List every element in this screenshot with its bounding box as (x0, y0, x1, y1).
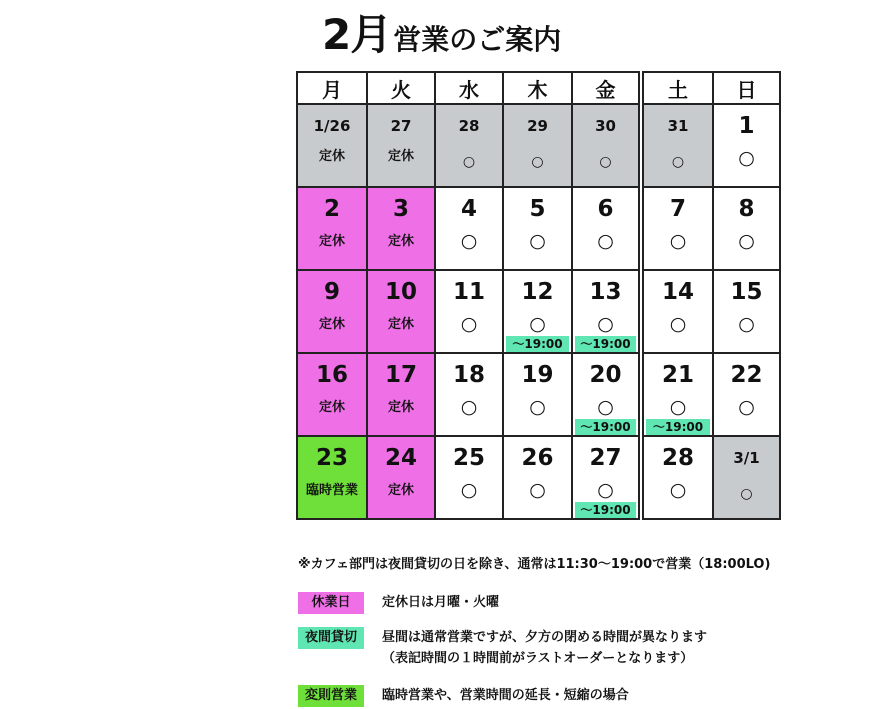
calendar-day-cell (503, 187, 572, 270)
weekday-header: 月 (297, 72, 367, 104)
calendar-day-cell (713, 270, 780, 353)
legend-desc: 臨時営業や、営業時間の延長・短縮の場合 (382, 688, 629, 703)
calendar-table (296, 71, 781, 520)
day-status: 定休 (387, 149, 414, 164)
open-mark: ○ (738, 147, 755, 169)
calendar-day-cell (713, 187, 780, 270)
weekday-header: 木 (503, 72, 572, 104)
open-mark: ○ (531, 154, 544, 170)
calendar-day-cell (297, 187, 367, 270)
day-number: 28 (458, 117, 480, 135)
open-mark: ○ (529, 396, 546, 418)
day-number: 25 (452, 445, 485, 471)
weekday-header: 金 (572, 72, 641, 104)
day-number: 5 (529, 196, 546, 222)
calendar-day-cell (572, 104, 641, 187)
title-text: 営業のご案内 (393, 23, 562, 56)
title-month: 2月 (322, 10, 392, 59)
day-number: 13 (589, 279, 622, 305)
open-mark: ○ (460, 230, 478, 252)
day-number: 1 (738, 113, 755, 139)
day-number: 26 (521, 445, 554, 471)
open-mark: ○ (460, 479, 478, 501)
calendar-day-cell (297, 436, 367, 519)
open-mark: ○ (671, 154, 685, 170)
weekday-header: 火 (367, 72, 435, 104)
calendar-day-cell (572, 353, 641, 436)
day-status: 臨時営業 (305, 483, 358, 498)
day-number: 6 (597, 196, 614, 222)
day-number: 1/26 (313, 117, 351, 135)
legend-desc: 定休日は月曜・火曜 (382, 595, 500, 610)
open-mark: ○ (669, 230, 687, 252)
calendar-day-cell (713, 353, 780, 436)
day-number: 14 (661, 279, 694, 305)
day-number: 4 (460, 196, 477, 222)
day-number: 30 (595, 117, 616, 135)
open-mark: ○ (529, 230, 546, 252)
day-number: 19 (521, 362, 554, 388)
day-number: 11 (452, 279, 485, 305)
day-number: 31 (667, 117, 689, 135)
open-mark: ○ (738, 230, 755, 252)
calendar-day-cell (503, 436, 572, 519)
day-number: 17 (384, 362, 417, 388)
day-number: 8 (738, 196, 755, 222)
calendar-day-cell (435, 353, 503, 436)
day-status: 定休 (387, 234, 414, 249)
open-mark: ○ (529, 313, 546, 335)
calendar-day-cell (435, 270, 503, 353)
calendar-day-cell (713, 104, 780, 187)
weekday-header: 土 (641, 72, 713, 104)
day-status: 定休 (318, 149, 345, 164)
calendar-day-cell (297, 270, 367, 353)
open-mark: ○ (460, 396, 478, 418)
day-number: 27 (390, 117, 412, 135)
calendar-week-row (297, 187, 780, 270)
legend-chip: 休業日 (298, 592, 364, 614)
calendar-day-cell (297, 353, 367, 436)
open-mark: ○ (597, 313, 614, 335)
day-number: 28 (661, 445, 694, 471)
day-number: 20 (589, 362, 622, 388)
day-number: 16 (315, 362, 348, 388)
calendar-day-cell (435, 187, 503, 270)
day-number: 21 (661, 362, 694, 388)
legend-special (298, 685, 629, 707)
day-number: 18 (452, 362, 485, 388)
calendar-day-cell (641, 353, 713, 436)
open-mark: ○ (599, 154, 612, 170)
open-mark: ○ (738, 396, 755, 418)
open-mark: ○ (597, 230, 614, 252)
private-hours-tag: ～19:00 (646, 419, 710, 435)
day-status: 定休 (387, 400, 414, 415)
day-number: 12 (521, 279, 554, 305)
calendar-week-row (297, 436, 780, 519)
day-number: 15 (730, 279, 763, 305)
legend-chip: 変則営業 (298, 685, 364, 707)
calendar-day-cell (713, 436, 780, 519)
private-hours-tag: ～19:00 (506, 336, 569, 352)
day-number: 22 (730, 362, 763, 388)
legend-desc: 昼間は通常営業ですが、夕方の閉める時間が異なります (382, 630, 708, 645)
calendar-day-cell (435, 436, 503, 519)
legend-chip: 夜間貸切 (298, 627, 364, 649)
private-hours-tag: ～19:00 (575, 419, 636, 435)
open-mark: ○ (597, 396, 614, 418)
footnote: ※カフェ部門は夜間貸切の日を除き、通常は11:30～19:00で営業（18:00LO) (298, 557, 771, 572)
weekday-header: 水 (435, 72, 503, 104)
weekday-header-row (297, 72, 780, 104)
calendar-day-cell (572, 187, 641, 270)
calendar-day-cell (503, 353, 572, 436)
open-mark: ○ (460, 313, 478, 335)
private-hours-tag: ～19:00 (575, 336, 636, 352)
open-mark: ○ (669, 313, 687, 335)
day-number: 7 (669, 196, 686, 222)
open-mark: ○ (597, 479, 614, 501)
calendar-day-cell (503, 104, 572, 187)
day-number: 29 (527, 117, 548, 135)
legend-closed (298, 592, 499, 614)
calendar-day-cell (641, 104, 713, 187)
calendar-day-cell (572, 270, 641, 353)
day-number: 10 (384, 279, 417, 305)
calendar-day-cell (297, 104, 367, 187)
legend-desc-sub: （表記時間の１時間前がラストオーダーとなります） (382, 651, 694, 666)
day-number: 9 (323, 279, 340, 305)
day-status: 定休 (318, 234, 345, 249)
calendar-day-cell (367, 353, 435, 436)
calendar-day-cell (367, 187, 435, 270)
open-mark: ○ (669, 396, 687, 418)
day-status: 定休 (318, 317, 345, 332)
open-mark: ○ (669, 479, 687, 501)
day-number: 3/1 (733, 449, 760, 467)
day-status: 定休 (387, 483, 414, 498)
calendar-week-row (297, 353, 780, 436)
open-mark: ○ (740, 486, 753, 502)
calendar-week-row (297, 270, 780, 353)
day-number: 27 (589, 445, 622, 471)
calendar-day-cell (435, 104, 503, 187)
calendar-day-cell (367, 104, 435, 187)
open-mark: ○ (529, 479, 546, 501)
calendar-day-cell (572, 436, 641, 519)
calendar-day-cell (503, 270, 572, 353)
day-number: 2 (323, 196, 340, 222)
open-mark: ○ (462, 154, 476, 170)
legend-private (298, 627, 707, 669)
page-title (322, 2, 562, 59)
day-number: 3 (392, 196, 409, 222)
calendar-week-row (297, 104, 780, 187)
day-number: 23 (315, 445, 348, 471)
open-mark: ○ (738, 313, 755, 335)
weekday-header: 日 (713, 72, 780, 104)
calendar-day-cell (641, 270, 713, 353)
day-number: 24 (384, 445, 417, 471)
day-status: 定休 (318, 400, 345, 415)
calendar-day-cell (367, 270, 435, 353)
calendar-day-cell (641, 436, 713, 519)
calendar-day-cell (641, 187, 713, 270)
calendar-day-cell (367, 436, 435, 519)
private-hours-tag: ～19:00 (575, 502, 636, 518)
day-status: 定休 (387, 317, 414, 332)
